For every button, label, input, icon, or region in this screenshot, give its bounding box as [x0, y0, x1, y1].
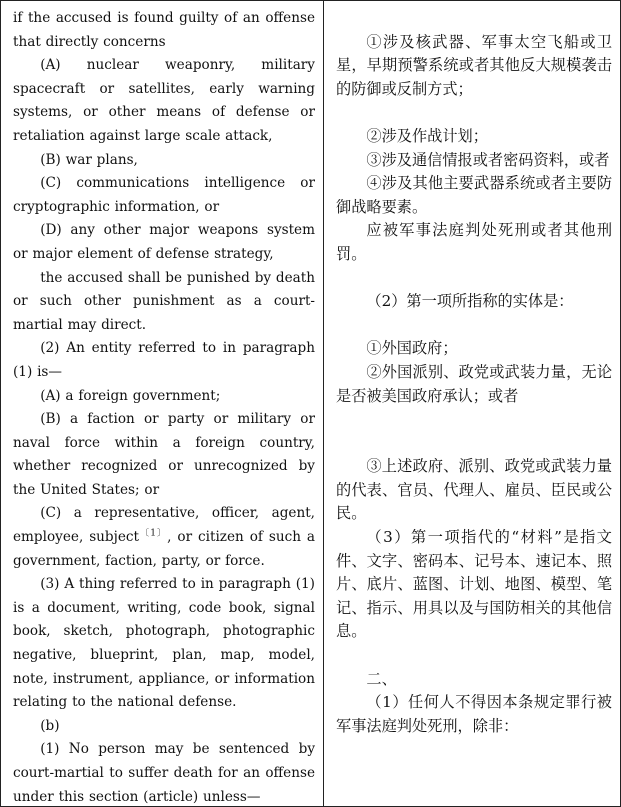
spacer [336, 408, 612, 455]
english-paragraph: (A) nuclear weaponry, military spacecraft or satellites, early warning systems, or other means of defense or retaliation against large scale attack, [13, 57, 315, 144]
chinese-paragraph: ③涉及通信情报或者密码资料，或者 [366, 150, 610, 169]
english-column [1, 1, 324, 806]
chinese-paragraph: （1）任何人不得因本条规定罪行被军事法庭判处死刑，除非： [336, 693, 612, 735]
english-paragraph: (D) any other major weapons system or major element of defense strategy, [13, 222, 315, 262]
english-paragraph: (C) communications intelligence or cryptographic information, or [13, 175, 315, 215]
english-paragraph [13, 502, 315, 573]
chinese-column [324, 1, 620, 806]
english-paragraph: (B) war plans, [40, 151, 138, 168]
chinese-paragraph: 应被军事法庭判处死刑或者其他刑罚。 [336, 221, 612, 263]
english-paragraph: (1) No person may be sentenced by court-martial to suffer death for an offense under this section (article) unless— [13, 741, 315, 805]
english-paragraph: the accused shall be punished by death or such other punishment as a court-martial may direct. [13, 269, 315, 333]
spacer [336, 267, 612, 291]
spacer [336, 644, 612, 668]
chinese-paragraph: ③上述政府、派别、政党或武装力量的代表、官员、代理人、雇员、臣民或公民。 [336, 457, 612, 523]
english-text: (C) a representative, officer, agent, employee, subject [13, 505, 315, 546]
chinese-paragraph: ①外国政府； [366, 339, 458, 358]
chinese-paragraph: ④涉及其他主要武器系统或者主要防御战略要素。 [336, 174, 612, 216]
english-paragraph: (2) An entity referred to in paragraph (1) is— [13, 340, 315, 380]
spacer [336, 314, 612, 338]
english-paragraph: (B) a faction or party or military or naval force within a foreign country, whether recognized or unrecognized by the United States; or [13, 411, 315, 498]
footnote-reference: 〔1〕 [138, 528, 168, 539]
english-paragraph: (b) [40, 717, 60, 734]
english-paragraph: (3) A thing referred to in paragraph (1) is a document, writing, code book, signal book, sketch, photograph, photographic negative, blueprint, plan, map, model, note, instrument, appliance, or information relating to the national defense. [13, 576, 315, 711]
spacer [336, 101, 612, 125]
chinese-paragraph: ②涉及作战计划； [366, 126, 488, 145]
english-paragraph: if the accused is found guilty of an offense that directly concerns [13, 10, 315, 50]
chinese-paragraph: （2）第一项所指称的实体是： [366, 292, 574, 311]
spacer [336, 7, 612, 31]
chinese-paragraph: ②外国派别、政党或武装力量，无论是否被美国政府承认；或者 [336, 362, 612, 405]
chinese-paragraph: 二、 [366, 669, 397, 688]
chinese-paragraph: （3）第一项指代的“材料”是指文件、文字、密码本、记号本、速记本、照片、底片、蓝图、计划、地图、模型、笔记、指示、用具以及与国防相关的其他信息。 [336, 528, 612, 641]
chinese-paragraph: ①涉及核武器、军事太空飞船或卫星，早期预警系统或者其他反大规模袭击的防御或反制方式； [336, 32, 612, 98]
english-paragraph: (A) a foreign government; [40, 387, 221, 404]
english-text: , or citizen of such a government, faction, party, or force. [13, 529, 315, 569]
